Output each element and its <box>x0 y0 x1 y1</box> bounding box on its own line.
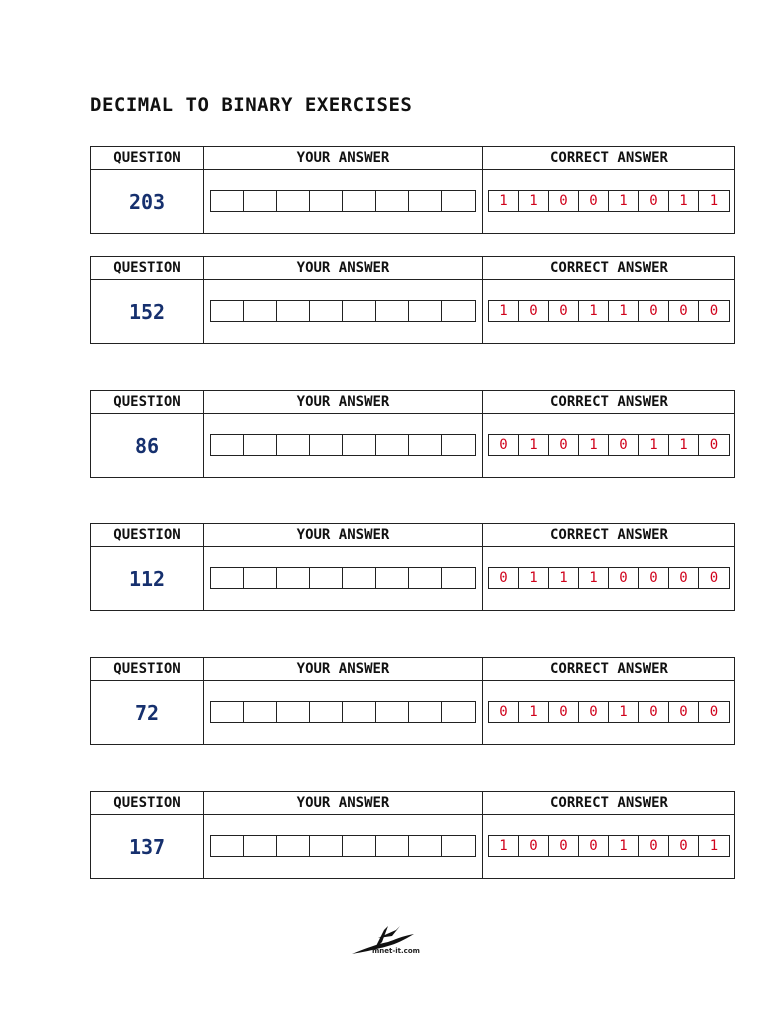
answer-bit-box[interactable] <box>277 836 310 856</box>
correct-answer-header: CORRECT ANSWER <box>483 147 735 170</box>
correct-bit: 1 <box>609 702 639 722</box>
correct-bit: 0 <box>639 568 669 588</box>
correct-bits <box>488 300 730 322</box>
answer-bit-box[interactable] <box>211 568 244 588</box>
answer-boxes <box>210 434 476 456</box>
your-answer-cell <box>204 547 483 611</box>
question-header: QUESTION <box>91 147 204 170</box>
exercise-table <box>90 390 735 478</box>
exercise-table <box>90 657 735 745</box>
correct-bit: 0 <box>709 570 719 586</box>
answer-bit-box[interactable] <box>244 301 277 321</box>
correct-bit: 1 <box>519 191 549 211</box>
correct-bit: 0 <box>609 435 639 455</box>
correct-bit: 1 <box>709 838 719 854</box>
answer-bit-box[interactable] <box>343 568 376 588</box>
correct-answer-cell <box>483 170 735 234</box>
correct-bit: 0 <box>669 836 699 856</box>
answer-bit-box[interactable] <box>376 435 409 455</box>
correct-answer-cell <box>483 681 735 745</box>
answer-bit-box[interactable] <box>211 702 244 722</box>
question-header: QUESTION <box>91 257 204 280</box>
answer-bit-box[interactable] <box>343 702 376 722</box>
correct-bit: 0 <box>639 836 669 856</box>
answer-bit-box[interactable] <box>442 702 475 722</box>
answer-bit-box[interactable] <box>409 702 442 722</box>
your-answer-header: YOUR ANSWER <box>204 658 483 681</box>
exercise-table <box>90 146 735 234</box>
correct-bit: 0 <box>519 836 549 856</box>
correct-bit: 1 <box>639 435 669 455</box>
answer-boxes <box>210 701 476 723</box>
question-header: QUESTION <box>91 658 204 681</box>
correct-answer-header: CORRECT ANSWER <box>483 257 735 280</box>
answer-bit-box[interactable] <box>343 435 376 455</box>
correct-bit: 0 <box>549 191 579 211</box>
correct-bit: 1 <box>489 191 519 211</box>
answer-bit-box[interactable] <box>442 191 475 211</box>
answer-bit-box[interactable] <box>409 568 442 588</box>
correct-bit: 1 <box>669 435 699 455</box>
correct-answer-cell <box>483 815 735 879</box>
correct-answer-cell <box>483 280 735 344</box>
answer-bit-box[interactable] <box>409 191 442 211</box>
answer-bit-box[interactable] <box>343 301 376 321</box>
correct-bits <box>488 434 730 456</box>
correct-bit: 0 <box>579 191 609 211</box>
answer-boxes <box>210 567 476 589</box>
answer-bit-box[interactable] <box>343 191 376 211</box>
correct-bits <box>488 701 730 723</box>
correct-bit: 1 <box>579 568 609 588</box>
answer-bit-box[interactable] <box>277 702 310 722</box>
answer-bit-box[interactable] <box>244 435 277 455</box>
your-answer-cell <box>204 681 483 745</box>
correct-bits <box>488 567 730 589</box>
correct-bit: 0 <box>709 704 719 720</box>
exercise-table <box>90 523 735 611</box>
correct-bit: 0 <box>669 301 699 321</box>
your-answer-cell <box>204 414 483 478</box>
question-header: QUESTION <box>91 792 204 815</box>
answer-boxes <box>210 300 476 322</box>
answer-bit-box[interactable] <box>442 836 475 856</box>
answer-bit-box[interactable] <box>310 301 343 321</box>
answer-bit-box[interactable] <box>376 191 409 211</box>
question-number: 152 <box>91 280 204 344</box>
correct-bits <box>488 835 730 857</box>
correct-bit: 0 <box>709 437 719 453</box>
correct-bits <box>488 190 730 212</box>
question-number: 203 <box>91 170 204 234</box>
answer-bit-box[interactable] <box>310 836 343 856</box>
correct-bit: 0 <box>639 702 669 722</box>
answer-bit-box[interactable] <box>211 301 244 321</box>
correct-bit: 0 <box>489 435 519 455</box>
correct-bit: 1 <box>489 836 519 856</box>
correct-bit: 0 <box>549 702 579 722</box>
correct-bit: 1 <box>709 193 719 209</box>
correct-bit: 1 <box>609 191 639 211</box>
question-number: 72 <box>91 681 204 745</box>
correct-bit: 1 <box>489 301 519 321</box>
your-answer-cell <box>204 170 483 234</box>
your-answer-header: YOUR ANSWER <box>204 257 483 280</box>
correct-bit: 0 <box>489 568 519 588</box>
your-answer-cell <box>204 815 483 879</box>
correct-answer-cell <box>483 414 735 478</box>
answer-bit-box[interactable] <box>310 568 343 588</box>
your-answer-cell <box>204 280 483 344</box>
correct-bit: 1 <box>579 301 609 321</box>
answer-bit-box[interactable] <box>442 301 475 321</box>
question-number: 137 <box>91 815 204 879</box>
correct-bit: 0 <box>669 702 699 722</box>
answer-bit-box[interactable] <box>343 836 376 856</box>
correct-bit: 1 <box>519 568 549 588</box>
correct-bit: 0 <box>609 568 639 588</box>
answer-bit-box[interactable] <box>244 702 277 722</box>
correct-bit: 0 <box>549 435 579 455</box>
answer-bit-box[interactable] <box>376 702 409 722</box>
answer-bit-box[interactable] <box>310 702 343 722</box>
correct-answer-header: CORRECT ANSWER <box>483 792 735 815</box>
answer-bit-box[interactable] <box>211 836 244 856</box>
answer-bit-box[interactable] <box>277 568 310 588</box>
correct-answer-header: CORRECT ANSWER <box>483 658 735 681</box>
correct-answer-header: CORRECT ANSWER <box>483 391 735 414</box>
correct-bit: 0 <box>549 301 579 321</box>
correct-bit: 0 <box>669 568 699 588</box>
page-title: DECIMAL TO BINARY EXERCISES <box>90 94 413 116</box>
answer-bit-box[interactable] <box>244 836 277 856</box>
correct-bit: 0 <box>489 702 519 722</box>
correct-bit: 0 <box>639 301 669 321</box>
answer-bit-box[interactable] <box>376 568 409 588</box>
answer-bit-box[interactable] <box>442 435 475 455</box>
answer-bit-box[interactable] <box>310 435 343 455</box>
correct-bit: 0 <box>579 702 609 722</box>
your-answer-header: YOUR ANSWER <box>204 391 483 414</box>
exercise-table <box>90 256 735 344</box>
correct-answer-header: CORRECT ANSWER <box>483 524 735 547</box>
correct-bit: 1 <box>519 702 549 722</box>
logo-text: mnet-it.com <box>372 947 420 955</box>
answer-bit-box[interactable] <box>277 191 310 211</box>
answer-bit-box[interactable] <box>277 301 310 321</box>
correct-bit: 1 <box>609 301 639 321</box>
question-number: 112 <box>91 547 204 611</box>
correct-bit: 1 <box>579 435 609 455</box>
answer-bit-box[interactable] <box>409 435 442 455</box>
your-answer-header: YOUR ANSWER <box>204 792 483 815</box>
correct-bit: 1 <box>609 836 639 856</box>
correct-bit: 0 <box>709 303 719 319</box>
question-header: QUESTION <box>91 524 204 547</box>
exercise-table <box>90 791 735 879</box>
correct-bit: 0 <box>639 191 669 211</box>
answer-bit-box[interactable] <box>409 301 442 321</box>
answer-bit-box[interactable] <box>376 836 409 856</box>
correct-answer-cell <box>483 547 735 611</box>
answer-bit-box[interactable] <box>409 836 442 856</box>
correct-bit: 0 <box>549 836 579 856</box>
answer-boxes <box>210 190 476 212</box>
correct-bit: 0 <box>519 301 549 321</box>
answer-bit-box[interactable] <box>277 435 310 455</box>
answer-bit-box[interactable] <box>442 568 475 588</box>
answer-bit-box[interactable] <box>310 191 343 211</box>
correct-bit: 0 <box>579 836 609 856</box>
answer-bit-box[interactable] <box>211 191 244 211</box>
correct-bit: 1 <box>549 568 579 588</box>
your-answer-header: YOUR ANSWER <box>204 147 483 170</box>
answer-bit-box[interactable] <box>244 191 277 211</box>
question-number: 86 <box>91 414 204 478</box>
question-header: QUESTION <box>91 391 204 414</box>
answer-bit-box[interactable] <box>244 568 277 588</box>
correct-bit: 1 <box>669 191 699 211</box>
correct-bit: 1 <box>519 435 549 455</box>
answer-bit-box[interactable] <box>376 301 409 321</box>
your-answer-header: YOUR ANSWER <box>204 524 483 547</box>
answer-bit-box[interactable] <box>211 435 244 455</box>
answer-boxes <box>210 835 476 857</box>
